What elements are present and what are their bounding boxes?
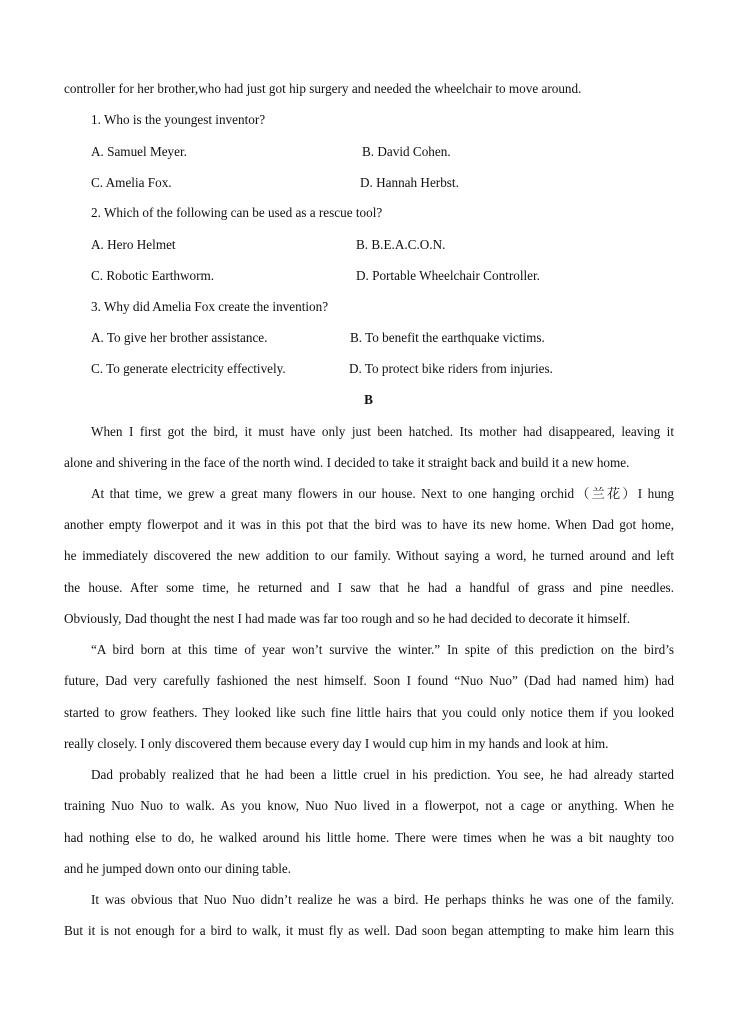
passage-line: had nothing else to do, he walked around his little home. There were times when he was a bit naughty too bbox=[64, 830, 674, 845]
question-2-option-c: C. Robotic Earthworm. bbox=[91, 268, 215, 283]
passage-line: really closely. I only discovered them because every day I would cup him in my hands and look at him. bbox=[64, 736, 609, 751]
question-1-option-b: B. David Cohen. bbox=[362, 144, 451, 159]
question-2-option-a: A. Hero Helmet bbox=[91, 237, 176, 252]
question-1-option-a: A. Samuel Meyer. bbox=[91, 144, 187, 159]
passage-line: another empty flowerpot and it was in this pot that the bird was to have its new home. When Dad got home, bbox=[64, 517, 674, 532]
passage-line: started to grow feathers. They looked like such fine little hairs that you could only notice them if you looked bbox=[64, 705, 674, 720]
question-1-option-c: C. Amelia Fox. bbox=[91, 175, 172, 190]
intro-line: controller for her brother,who had just got hip surgery and needed the wheelchair to move around. bbox=[64, 81, 582, 96]
passage-line: Obviously, Dad thought the nest I had made was far too rough and so he had decided to decorate it himself. bbox=[64, 611, 631, 626]
passage-line: training Nuo Nuo to walk. As you know, Nuo Nuo lived in a flowerpot, not a cage or anything. When he bbox=[64, 798, 674, 813]
passage-line: It was obvious that Nuo Nuo didn’t realize he was a bird. He perhaps thinks he was one of the family. bbox=[91, 892, 674, 907]
question-3-option-c: C. To generate electricity effectively. bbox=[91, 361, 286, 376]
passage-line: future, Dad very carefully fashioned the nest himself. Soon I found “Nuo Nuo” (Dad had named him) had bbox=[64, 673, 674, 688]
passage-line: When I first got the bird, it must have only just been hatched. Its mother had disappeared, leaving it bbox=[91, 424, 674, 439]
question-3-option-d: D. To protect bike riders from injuries. bbox=[349, 361, 553, 376]
question-3-stem: 3. Why did Amelia Fox create the invention? bbox=[91, 299, 329, 314]
question-2-option-b: B. B.E.A.C.O.N. bbox=[356, 237, 446, 252]
passage-line: “A bird born at this time of year won’t survive the winter.” In spite of this prediction on the bird’s bbox=[91, 642, 674, 657]
question-3-option-b: B. To benefit the earthquake victims. bbox=[350, 330, 545, 345]
passage-line: the house. After some time, he returned and I saw that he had a handful of grass and pine needles. bbox=[64, 580, 674, 595]
passage-line: alone and shivering in the face of the north wind. I decided to take it straight back and build it a new home. bbox=[64, 455, 630, 470]
passage-line: Dad probably realized that he had been a little cruel in his prediction. You see, he had already started bbox=[91, 767, 674, 782]
question-3-option-a: A. To give her brother assistance. bbox=[91, 330, 268, 345]
question-1-option-d: D. Hannah Herbst. bbox=[360, 175, 459, 190]
passage-line: At that time, we grew a great many flowers in our house. Next to one hanging orchid（兰花）I hung bbox=[91, 486, 674, 501]
question-2-option-d: D. Portable Wheelchair Controller. bbox=[356, 268, 540, 283]
passage-line: he immediately discovered the new addition to our family. Without saying a word, he turned around and left bbox=[64, 548, 674, 563]
passage-line: and he jumped down onto our dining table. bbox=[64, 861, 292, 876]
question-2-stem: 2. Which of the following can be used as a rescue tool? bbox=[91, 205, 383, 220]
passage-line: But it is not enough for a bird to walk, it must fly as well. Dad soon began attempting to make him learn this bbox=[64, 923, 674, 938]
section-heading: B bbox=[364, 392, 373, 407]
question-1-stem: 1. Who is the youngest inventor? bbox=[91, 112, 266, 127]
